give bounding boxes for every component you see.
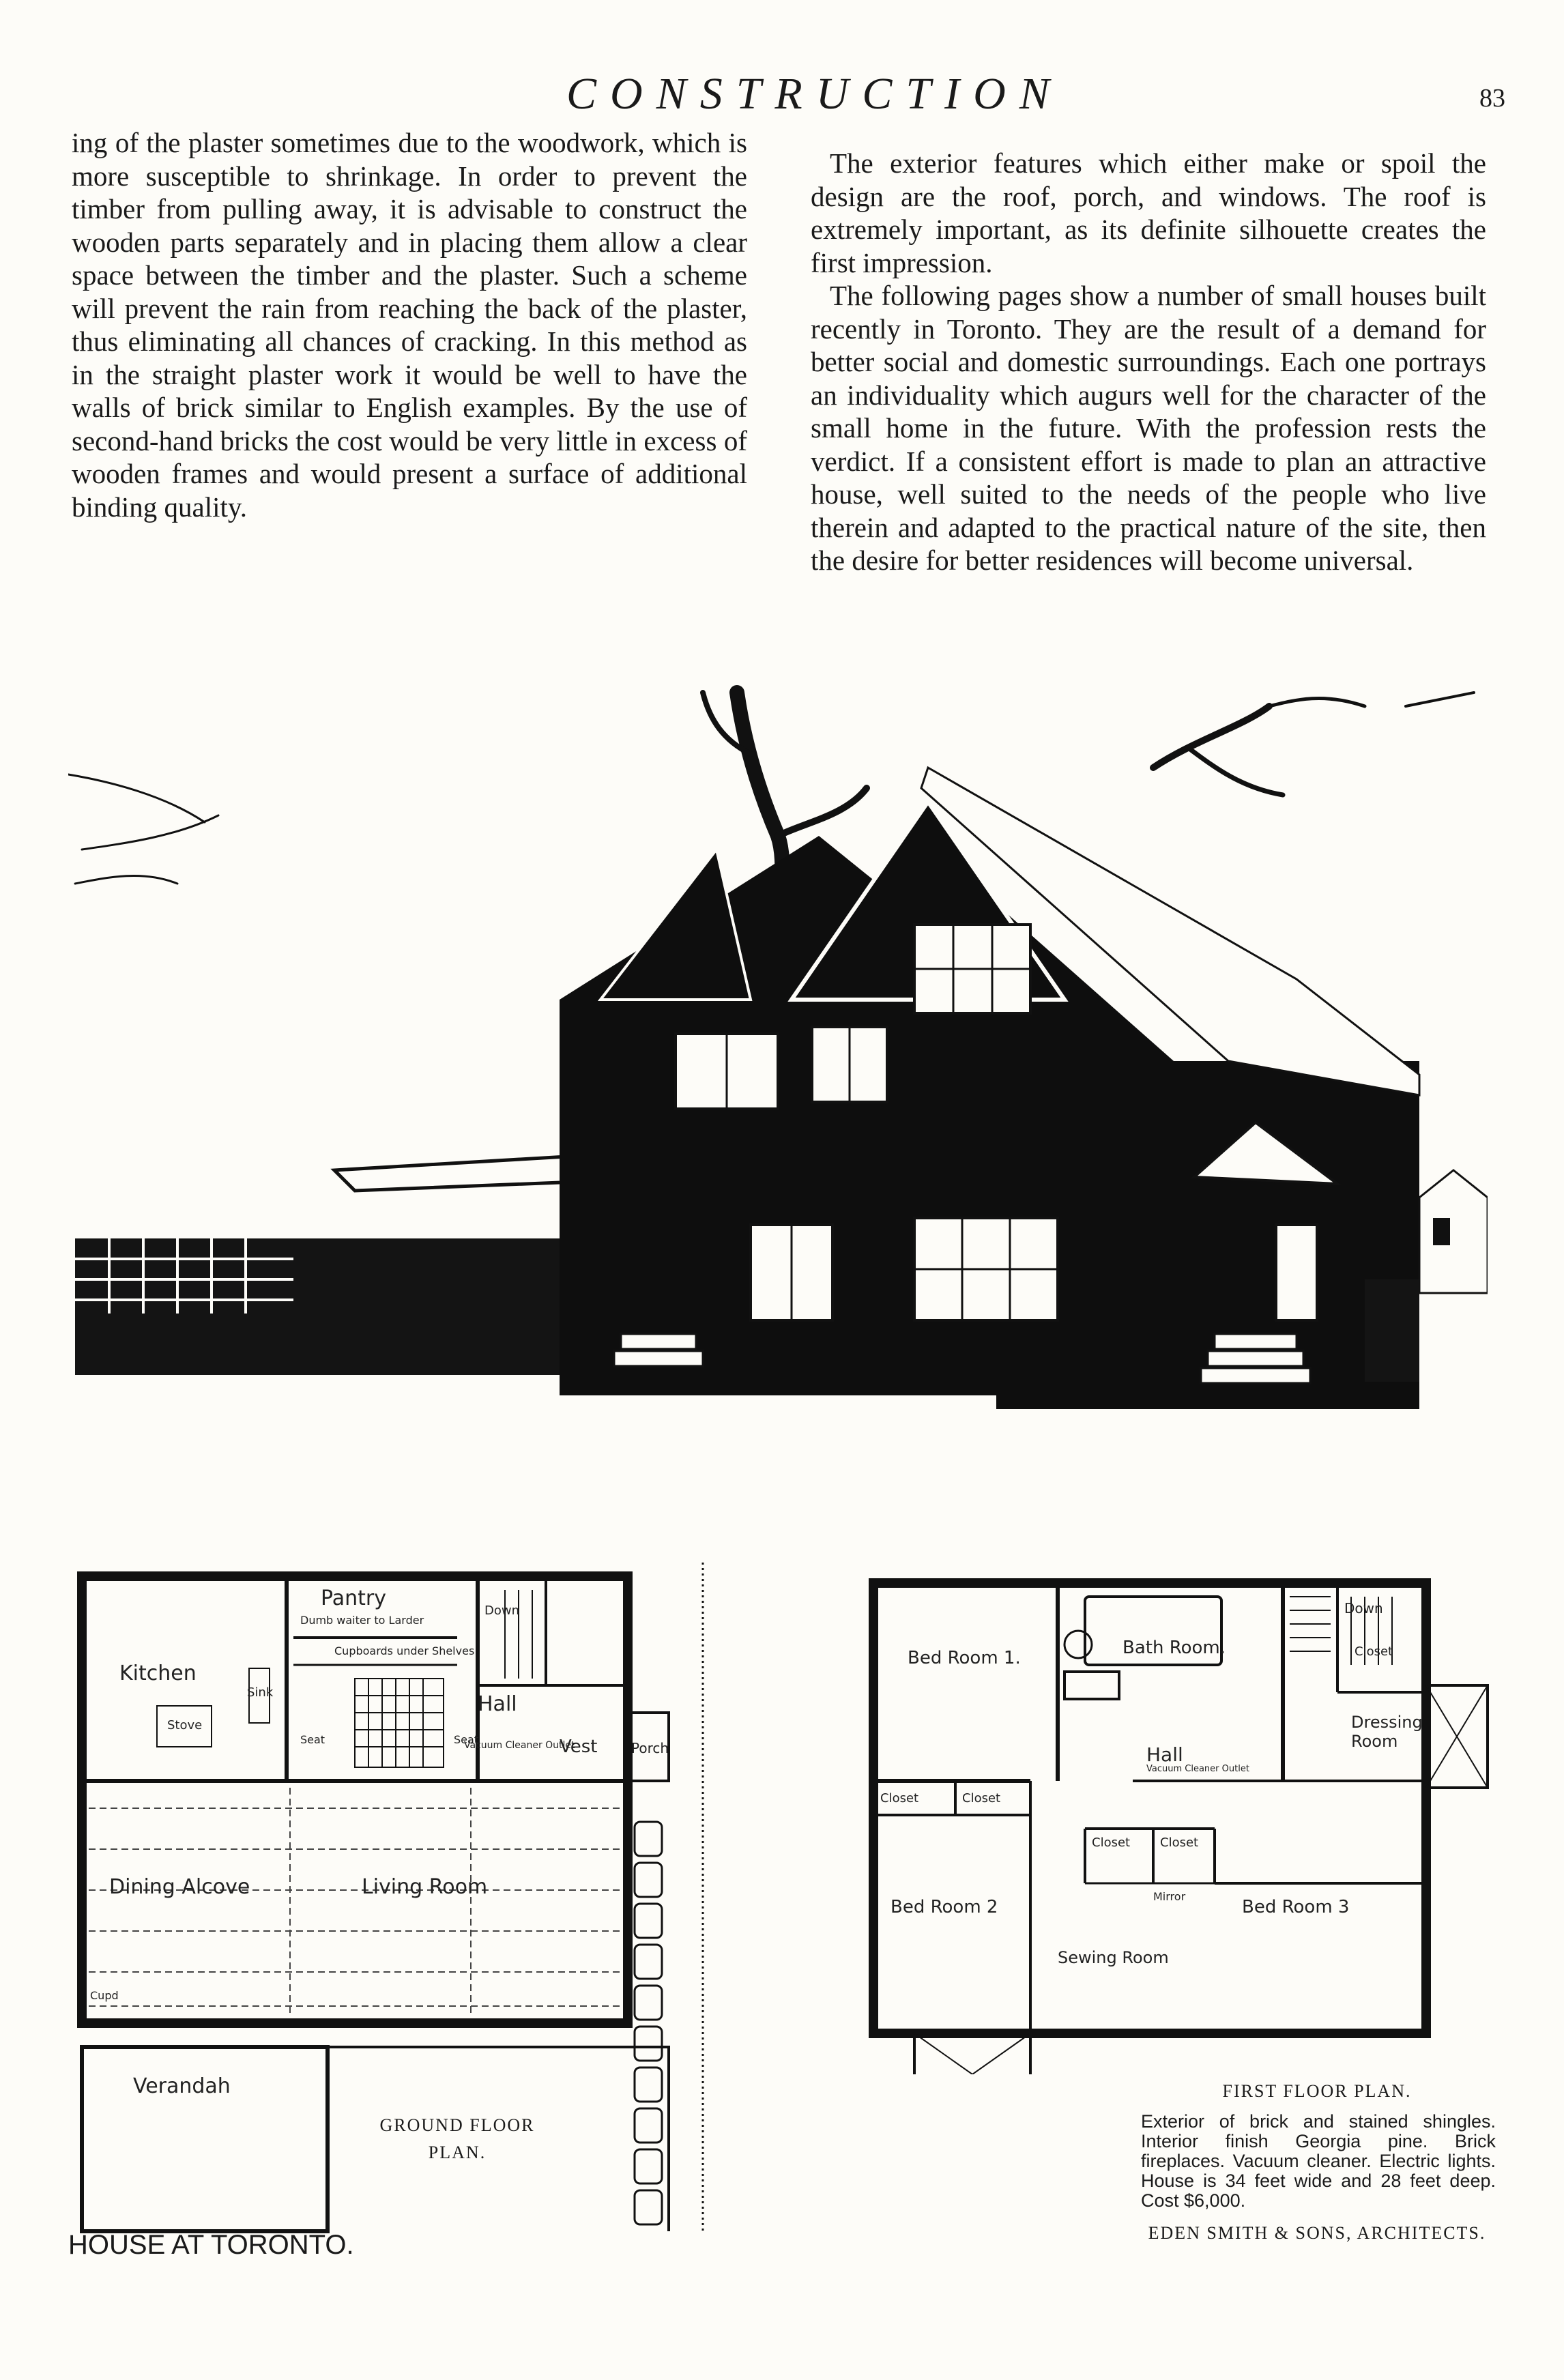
running-title: CONSTRUCTION [566,69,1063,119]
label-seat-right: Seat [454,1733,479,1746]
label-kitchen: Kitchen [119,1661,197,1685]
house-photograph [68,679,1488,1505]
label-sewing-room: Sewing Room [1058,1948,1169,1967]
label-closet-4: Closet [1160,1835,1199,1850]
architects-credit: EDEN SMITH & SONS, ARCHITECTS. [1148,2223,1486,2243]
label-stove: Stove [167,1718,203,1732]
label-vacuum-outlet: Vacuum Cleaner Outlet [464,1740,575,1751]
left-paragraph: ing of the plaster sometimes due to the woodwork, which is more susceptible to shrinkage. In order to prevent the timber from pulling away, it is advisable to construct the wooden parts separately and in placing them allow a clear space between the timber and the plaster. Such a scheme will prevent the rain from reaching the back of the plaster, thus eliminating all chances of cracking. In this method as in the straight plaster work it would be well to have the walls of brick similar to English examples. By the use of second-hand bricks the cost would be very little in excess of wooden frames and would present a surface of additional binding quality. [72,127,747,523]
label-closet-3: Closet [1092,1835,1131,1850]
label-dumb-waiter: Dumb waiter to Larder [300,1614,424,1627]
label-down: Down [484,1603,520,1618]
house-illustration [68,679,1488,1505]
label-pantry: Pantry [321,1586,386,1610]
label-mirror: Mirror [1153,1890,1186,1903]
label-dining-alcove: Dining Alcove [109,1875,250,1899]
label-hall: Hall [478,1692,517,1716]
house-specification: Exterior of brick and stained shingles. Interior finish Georgia pine. Brick fireplaces. Vacuum cleaner. Electric lights. House is 34 feet wide and 28 feet deep. Cost $6,000. [1141,2111,1496,2211]
label-closet-stair: Closet [1355,1644,1393,1659]
right-column [811,147,1486,577]
page-number: 83 [1479,84,1505,113]
label-porch: Porch [631,1740,669,1756]
right-paragraph-1: The exterior features which either make or spoil the design are the roof, porch, and windows. The roof is extremely important, as its definite silhouette creates the first impression. [811,147,1486,278]
label-bath-room: Bath Room. [1123,1638,1226,1658]
right-paragraph-2: The following pages show a number of small houses built recently in Toronto. They are the result of a demand for better social and domestic surroundings. Each one portrays an individuality which augurs well for the character of the small home in the future. With the profession rests the verdict. If a consistent effort is made to plan an attractive house, well suited to the needs of the people who live therein and adapted to the practical nature of the site, then the desire for better residences will become universal. [811,280,1486,576]
label-dressing-room: Dressing Room [1351,1713,1423,1751]
label-bed-room-1: Bed Room 1. [908,1648,1021,1668]
label-bed-room-3: Bed Room 3 [1242,1897,1350,1917]
label-down-first: Down [1344,1600,1383,1616]
label-seat-left: Seat [300,1733,325,1746]
first-floor-plan [860,1569,1535,2074]
label-hall-first: Hall [1146,1743,1183,1766]
label-closet-2: Closet [962,1791,1001,1805]
first-plan-caption: FIRST FLOOR PLAN. [1222,2081,1412,2101]
label-cupd: Cupd [90,1989,119,2002]
label-bed-room-2: Bed Room 2 [890,1897,998,1917]
house-caption: HOUSE AT TORONTO. [68,2230,354,2260]
label-living-room: Living Room [362,1875,488,1899]
page-header [0,68,1564,130]
label-vacuum-first: Vacuum Cleaner Outlet [1146,1764,1249,1774]
label-vest: Vest [560,1737,598,1757]
left-column [72,126,747,523]
label-cupboards: Cupboards under Shelves [334,1644,475,1657]
ground-plan-caption: GROUND FLOOR PLAN. [379,2115,535,2162]
label-closet-1: Closet [880,1791,919,1805]
label-sink: Sink [247,1685,274,1700]
label-verandah: Verandah [133,2074,231,2098]
